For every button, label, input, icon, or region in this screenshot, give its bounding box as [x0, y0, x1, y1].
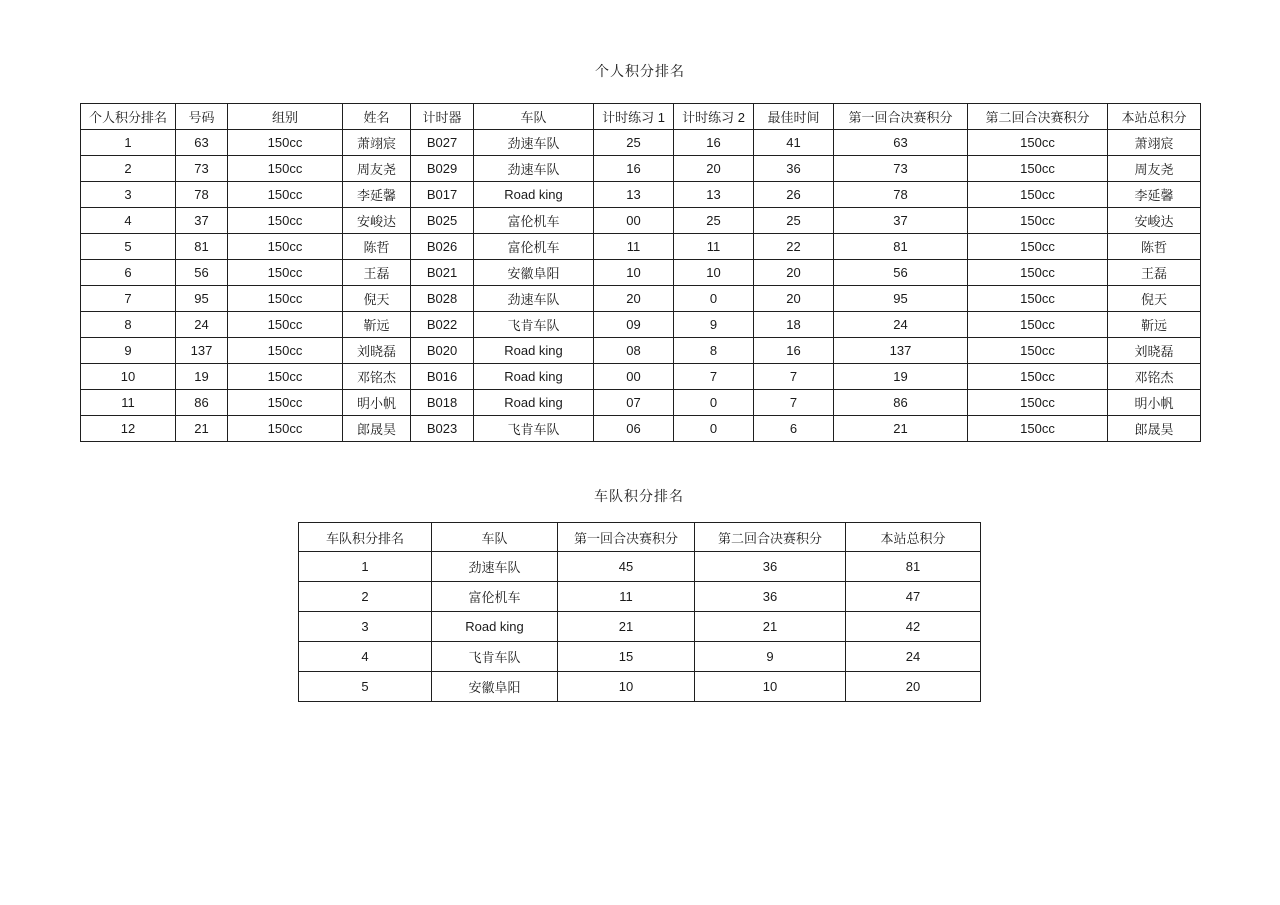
table-row [299, 552, 981, 582]
table-cell: Road king [432, 612, 558, 642]
table-cell: 11 [81, 390, 176, 416]
table-cell: 安峻达 [1108, 208, 1201, 234]
table-cell: 9 [81, 338, 176, 364]
table-cell: 137 [176, 338, 228, 364]
table-cell: 0 [674, 390, 754, 416]
table-cell: 73 [834, 156, 968, 182]
table-cell: 刘晓磊 [1108, 338, 1201, 364]
table-cell: 2 [299, 582, 432, 612]
table-cell: 150cc [968, 416, 1108, 442]
table-cell: 150cc [968, 182, 1108, 208]
table-cell: 3 [81, 182, 176, 208]
table-row [81, 364, 1201, 390]
table-cell: 150cc [968, 260, 1108, 286]
table-cell: Road king [474, 390, 594, 416]
table-cell: 150cc [228, 130, 343, 156]
table-cell: 陈哲 [1108, 234, 1201, 260]
table-cell: 飞肯车队 [432, 642, 558, 672]
table-cell: 20 [754, 286, 834, 312]
column-header: 本站总积分 [846, 523, 981, 552]
table-row [81, 130, 1201, 156]
table-cell: 7 [81, 286, 176, 312]
table-cell: 09 [594, 312, 674, 338]
table-cell: 6 [81, 260, 176, 286]
table-cell: 81 [834, 234, 968, 260]
table-cell: B027 [411, 130, 474, 156]
table-cell: 9 [695, 642, 846, 672]
table-cell: 10 [558, 672, 695, 702]
table-cell: 78 [834, 182, 968, 208]
table-cell: 安徽阜阳 [474, 260, 594, 286]
table-cell: 21 [558, 612, 695, 642]
table-cell: 1 [81, 130, 176, 156]
table-cell: 10 [81, 364, 176, 390]
table-cell: 150cc [228, 416, 343, 442]
table-cell: 45 [558, 552, 695, 582]
table-cell: 飞肯车队 [474, 416, 594, 442]
table-cell: 63 [176, 130, 228, 156]
table-cell: 19 [176, 364, 228, 390]
header-row [81, 104, 1201, 130]
table-cell: 150cc [968, 130, 1108, 156]
team-ranking-title: 车队积分排名 [594, 488, 684, 504]
table-cell: 富伦机车 [432, 582, 558, 612]
table-cell: B022 [411, 312, 474, 338]
table-cell: 150cc [968, 234, 1108, 260]
table-cell: 86 [176, 390, 228, 416]
table-row [81, 182, 1201, 208]
table-cell: 明小帆 [1108, 390, 1201, 416]
table-cell: 4 [81, 208, 176, 234]
column-header: 第一回合决赛积分 [558, 523, 695, 552]
table-cell: 0 [674, 416, 754, 442]
table-cell: B029 [411, 156, 474, 182]
team-ranking-table [298, 522, 981, 702]
table-row [299, 642, 981, 672]
table-cell: 150cc [968, 286, 1108, 312]
table-cell: 20 [846, 672, 981, 702]
table-cell: 倪天 [343, 286, 411, 312]
table-cell: 137 [834, 338, 968, 364]
table-cell: 0 [674, 286, 754, 312]
table-row [81, 312, 1201, 338]
table-cell: 95 [176, 286, 228, 312]
table-row [299, 612, 981, 642]
column-header: 本站总积分 [1108, 104, 1201, 130]
table-cell: 2 [81, 156, 176, 182]
table-cell: 37 [176, 208, 228, 234]
table-cell: 10 [594, 260, 674, 286]
table-cell: 18 [754, 312, 834, 338]
table-cell: 150cc [968, 208, 1108, 234]
table-cell: 37 [834, 208, 968, 234]
table-cell: 47 [846, 582, 981, 612]
table-cell: 150cc [228, 312, 343, 338]
column-header: 车队 [432, 523, 558, 552]
table-cell: 劲速车队 [432, 552, 558, 582]
table-cell: 邓铭杰 [1108, 364, 1201, 390]
table-cell: B017 [411, 182, 474, 208]
table-cell: 21 [176, 416, 228, 442]
table-cell: 7 [754, 364, 834, 390]
column-header: 号码 [176, 104, 228, 130]
column-header: 计时练习 2 [674, 104, 754, 130]
table-cell: 11 [558, 582, 695, 612]
table-row [299, 672, 981, 702]
table-cell: 08 [594, 338, 674, 364]
table-row [81, 260, 1201, 286]
table-cell: B026 [411, 234, 474, 260]
table-cell: 7 [754, 390, 834, 416]
column-header: 组别 [228, 104, 343, 130]
table-cell: 4 [299, 642, 432, 672]
table-cell: 25 [594, 130, 674, 156]
table-cell: 150cc [968, 364, 1108, 390]
table-cell: 11 [674, 234, 754, 260]
table-cell: 95 [834, 286, 968, 312]
table-cell: B016 [411, 364, 474, 390]
table-row [81, 286, 1201, 312]
table-row [81, 338, 1201, 364]
table-cell: 15 [558, 642, 695, 672]
table-cell: 19 [834, 364, 968, 390]
table-cell: 王磊 [343, 260, 411, 286]
table-cell: 7 [674, 364, 754, 390]
table-cell: 63 [834, 130, 968, 156]
table-cell: 16 [754, 338, 834, 364]
individual-table-header [81, 104, 1201, 130]
table-cell: 150cc [228, 182, 343, 208]
column-header: 计时练习 1 [594, 104, 674, 130]
table-row [81, 208, 1201, 234]
table-cell: 73 [176, 156, 228, 182]
team-table-header [299, 523, 981, 552]
column-header: 个人积分排名 [81, 104, 176, 130]
table-cell: 8 [674, 338, 754, 364]
table-cell: 150cc [968, 312, 1108, 338]
table-cell: 150cc [228, 260, 343, 286]
table-cell: 42 [846, 612, 981, 642]
table-cell: 81 [846, 552, 981, 582]
table-row [81, 234, 1201, 260]
table-cell: 150cc [228, 208, 343, 234]
table-cell: 21 [695, 612, 846, 642]
table-cell: 周友尧 [1108, 156, 1201, 182]
table-cell: 86 [834, 390, 968, 416]
table-cell: 150cc [228, 390, 343, 416]
column-header: 第二回合决赛积分 [968, 104, 1108, 130]
table-cell: 李延馨 [343, 182, 411, 208]
table-row [81, 156, 1201, 182]
table-cell: 劲速车队 [474, 286, 594, 312]
table-cell: Road king [474, 364, 594, 390]
table-cell: 倪天 [1108, 286, 1201, 312]
table-cell: 刘晓磊 [343, 338, 411, 364]
column-header: 姓名 [343, 104, 411, 130]
table-cell: 06 [594, 416, 674, 442]
table-cell: 24 [176, 312, 228, 338]
table-cell: 10 [674, 260, 754, 286]
individual-ranking-table [80, 103, 1201, 442]
table-cell: 21 [834, 416, 968, 442]
table-cell: 周友尧 [343, 156, 411, 182]
table-cell: 10 [695, 672, 846, 702]
table-cell: 陈哲 [343, 234, 411, 260]
table-row [81, 416, 1201, 442]
table-cell: 郎晟昊 [1108, 416, 1201, 442]
table-cell: 3 [299, 612, 432, 642]
table-cell: 劲速车队 [474, 130, 594, 156]
table-cell: 6 [754, 416, 834, 442]
table-cell: 25 [674, 208, 754, 234]
table-cell: 12 [81, 416, 176, 442]
table-cell: 22 [754, 234, 834, 260]
table-cell: 1 [299, 552, 432, 582]
table-cell: 16 [674, 130, 754, 156]
column-header: 车队 [474, 104, 594, 130]
table-cell: 13 [674, 182, 754, 208]
table-cell: 5 [81, 234, 176, 260]
table-cell: 81 [176, 234, 228, 260]
table-cell: 07 [594, 390, 674, 416]
table-cell: 13 [594, 182, 674, 208]
table-cell: 20 [754, 260, 834, 286]
table-cell: 飞肯车队 [474, 312, 594, 338]
table-cell: B023 [411, 416, 474, 442]
column-header: 车队积分排名 [299, 523, 432, 552]
table-cell: 24 [834, 312, 968, 338]
table-row [81, 390, 1201, 416]
table-cell: 5 [299, 672, 432, 702]
table-cell: 8 [81, 312, 176, 338]
table-cell: 20 [594, 286, 674, 312]
table-cell: 150cc [228, 156, 343, 182]
table-cell: 150cc [228, 234, 343, 260]
table-row [299, 582, 981, 612]
table-cell: 56 [176, 260, 228, 286]
individual-ranking-title: 个人积分排名 [595, 63, 685, 79]
column-header: 计时器 [411, 104, 474, 130]
table-cell: 78 [176, 182, 228, 208]
table-cell: 萧翊宸 [343, 130, 411, 156]
table-cell: 56 [834, 260, 968, 286]
table-cell: 00 [594, 364, 674, 390]
table-cell: B021 [411, 260, 474, 286]
table-cell: 劲速车队 [474, 156, 594, 182]
table-cell: 靳远 [343, 312, 411, 338]
table-cell: 24 [846, 642, 981, 672]
table-cell: 郎晟昊 [343, 416, 411, 442]
header-row [299, 523, 981, 552]
table-cell: B018 [411, 390, 474, 416]
table-cell: 36 [754, 156, 834, 182]
individual-table-body [81, 130, 1201, 442]
table-cell: 11 [594, 234, 674, 260]
table-cell: 16 [594, 156, 674, 182]
table-cell: 150cc [228, 338, 343, 364]
table-cell: 150cc [968, 156, 1108, 182]
team-table-body [299, 552, 981, 702]
table-cell: 150cc [968, 338, 1108, 364]
table-cell: B020 [411, 338, 474, 364]
table-cell: 安峻达 [343, 208, 411, 234]
table-cell: 9 [674, 312, 754, 338]
table-cell: 富伦机车 [474, 208, 594, 234]
column-header: 第二回合决赛积分 [695, 523, 846, 552]
table-cell: 41 [754, 130, 834, 156]
table-cell: 邓铭杰 [343, 364, 411, 390]
table-cell: Road king [474, 338, 594, 364]
table-cell: 萧翊宸 [1108, 130, 1201, 156]
table-cell: 明小帆 [343, 390, 411, 416]
table-cell: 富伦机车 [474, 234, 594, 260]
table-cell: Road king [474, 182, 594, 208]
table-cell: 25 [754, 208, 834, 234]
column-header: 第一回合决赛积分 [834, 104, 968, 130]
table-cell: B025 [411, 208, 474, 234]
table-cell: 150cc [228, 364, 343, 390]
table-cell: 150cc [968, 390, 1108, 416]
table-cell: 李延馨 [1108, 182, 1201, 208]
table-cell: 26 [754, 182, 834, 208]
column-header: 最佳时间 [754, 104, 834, 130]
table-cell: 靳远 [1108, 312, 1201, 338]
table-cell: 20 [674, 156, 754, 182]
table-cell: 36 [695, 582, 846, 612]
table-cell: 36 [695, 552, 846, 582]
table-cell: 150cc [228, 286, 343, 312]
table-cell: B028 [411, 286, 474, 312]
table-cell: 王磊 [1108, 260, 1201, 286]
table-cell: 00 [594, 208, 674, 234]
table-cell: 安徽阜阳 [432, 672, 558, 702]
